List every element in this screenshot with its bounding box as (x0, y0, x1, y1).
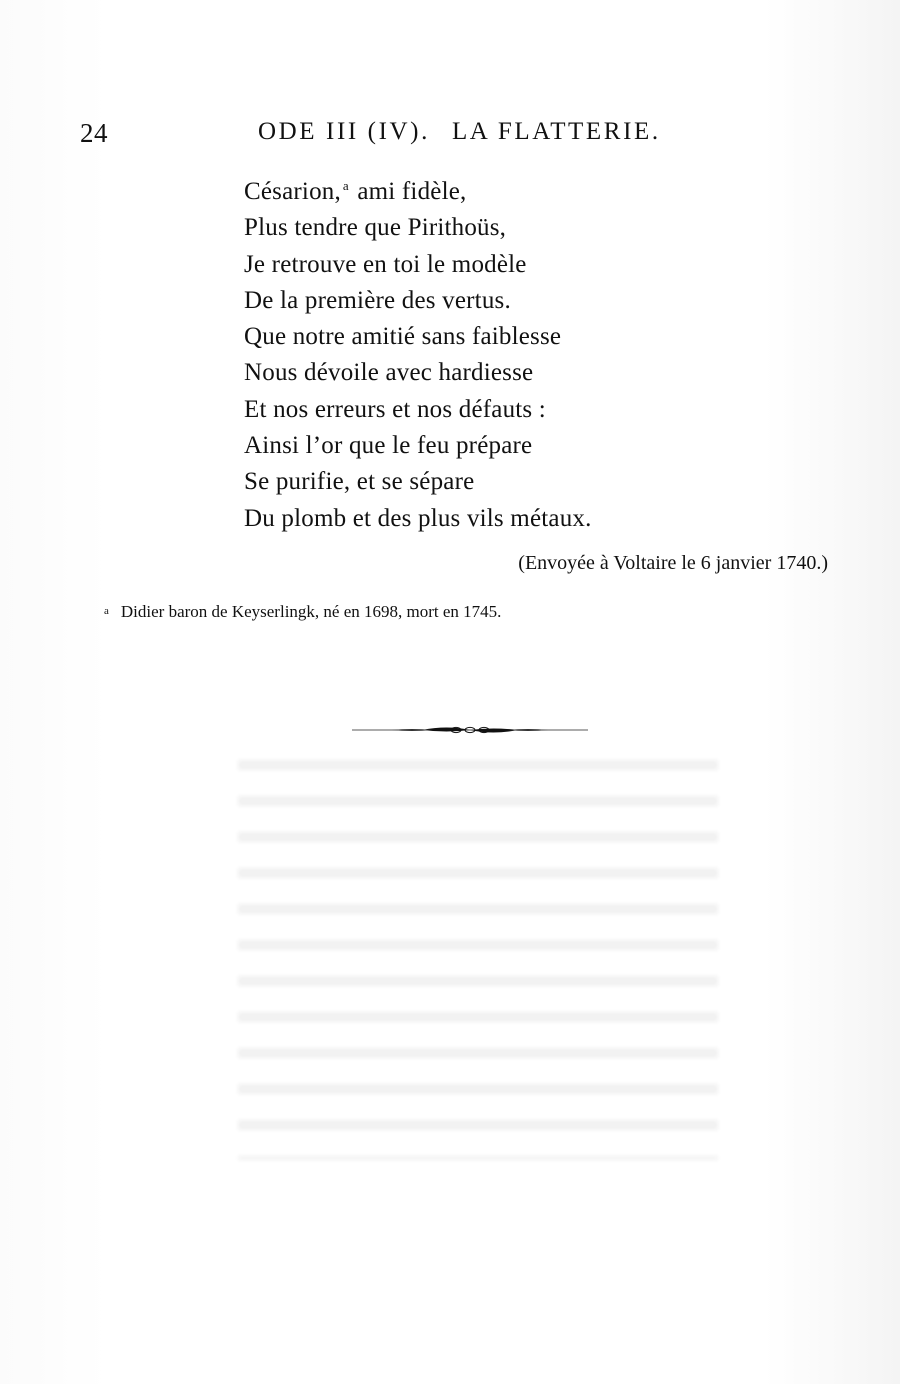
poem-line-1-end: ami fidèle, (357, 178, 467, 205)
poem-line: Nous dévoile avec hardiesse (244, 359, 534, 387)
poem-line: Du plomb et des plus vils métaux. (244, 504, 592, 532)
footnote-text: Didier baron de Keyserlingk, né en 1698, mort en 1745. (120, 602, 502, 621)
dateline: (Envoyée à Voltaire le 6 janvier 1740.) (518, 552, 828, 574)
running-head (258, 118, 661, 146)
poem-stanza (244, 168, 592, 537)
poem-line: De la première des vertus. (244, 286, 511, 314)
footnote (104, 602, 501, 622)
poem-line: Ainsi l’or que le feu prépare (244, 432, 533, 460)
poem-line: Plus tendre que Pirithoüs, (244, 214, 507, 242)
poem-line: Que notre amitié sans faiblesse (244, 323, 562, 351)
footnote-marker-ref: a (342, 178, 349, 193)
poem-line-1 (244, 168, 592, 210)
show-through-shadow (238, 740, 718, 1160)
footnote-marker: a (104, 605, 109, 617)
running-head-ode: ODE III (IV). (258, 118, 430, 145)
running-head-title: LA FLATTERIE. (451, 118, 661, 145)
tailpiece-ornament-icon (352, 722, 588, 738)
poem-line: Se purifie, et se sépare (244, 468, 475, 496)
poem-line: Et nos erreurs et nos défauts : (244, 395, 546, 423)
page-number: 24 (80, 118, 108, 148)
poem-line: Je retrouve en toi le modèle (244, 250, 527, 278)
poem-line-1-start: Césarion, (244, 178, 341, 205)
